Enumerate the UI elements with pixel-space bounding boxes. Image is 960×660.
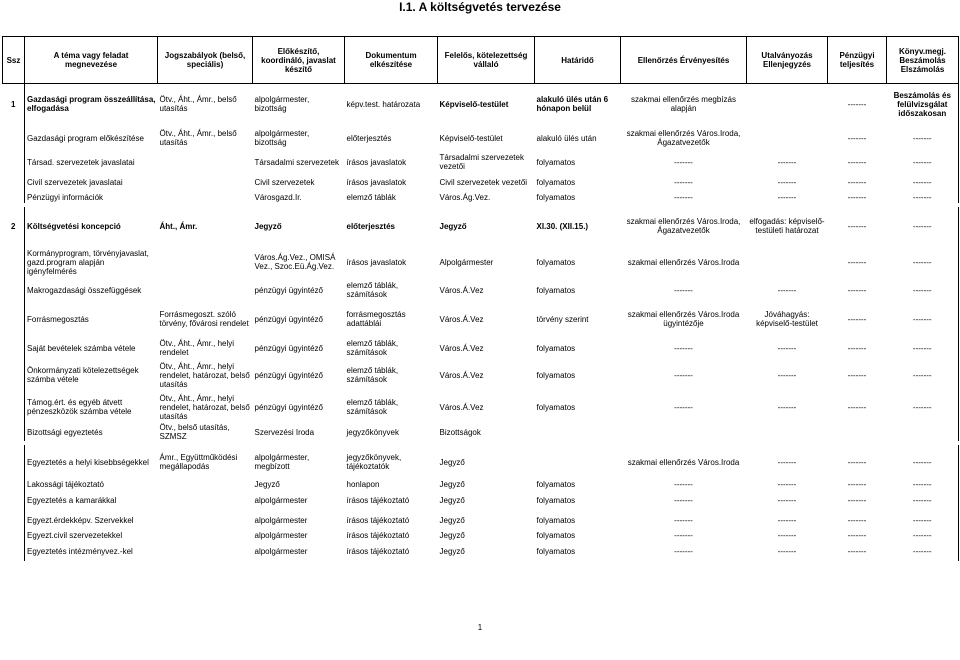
cell-book: ------- xyxy=(887,479,959,490)
cell-law xyxy=(158,279,253,301)
cell-deadline: folyamatos xyxy=(536,193,576,202)
cell-control xyxy=(621,423,747,441)
cell-pay: ------- xyxy=(847,133,867,143)
cell-prep: alpolgármester xyxy=(254,546,308,556)
cell-doc: írásos tájékoztató xyxy=(346,515,410,525)
header-row xyxy=(3,37,959,84)
cell-deadline: folyamatos xyxy=(536,157,576,167)
cell-ssz xyxy=(3,152,25,172)
cell-deadline: törvény szerint xyxy=(536,314,589,324)
cell-prep: pénzügyi ügyintéző xyxy=(254,402,323,412)
cell-doc: elemző táblák xyxy=(346,193,396,202)
table-row xyxy=(3,301,959,337)
cell-control: ------- xyxy=(674,480,693,489)
cell-resp: Város.Á.Vez xyxy=(439,370,484,380)
cell-doc: elemző táblák, számítások xyxy=(346,398,399,416)
cell-auth: ------- xyxy=(777,546,797,556)
cell-control: ------- xyxy=(674,531,693,540)
cell-prep: pénzügyi ügyintéző xyxy=(254,285,323,295)
table-row xyxy=(3,490,959,510)
cell-task: Makrogazdasági összefüggések xyxy=(25,279,158,301)
cell-auth: ------- xyxy=(777,177,797,187)
cell-resp: Jegyző xyxy=(439,480,465,489)
cell-resp: Képviselő-testület xyxy=(439,133,503,143)
cell-deadline: folyamatos xyxy=(536,177,576,187)
cell-doc: írásos javaslatok xyxy=(346,157,407,167)
cell-resp: Alpolgármester xyxy=(439,257,494,267)
cell-resp: Jegyző xyxy=(439,546,465,556)
cell-pay: ------- xyxy=(847,546,867,556)
header-cell: Jogszabályok (belső, speciális) xyxy=(158,37,253,84)
cell-control: ------- xyxy=(674,157,693,167)
cell-pay: ------- xyxy=(847,370,867,380)
cell-auth: ------- xyxy=(777,495,797,505)
header-cell: Pénzügyi teljesítés xyxy=(828,37,887,84)
cell-book: ------- xyxy=(887,445,959,479)
cell-control: ------- xyxy=(674,370,693,380)
cell-task: Bizottsági egyeztetés xyxy=(25,423,158,441)
cell-law: Ötv., Áht., Ámr., helyi rendelet, határozat, belső utasítás xyxy=(159,361,250,389)
cell-doc: jegyzőkönyvek, tájékoztatók xyxy=(346,453,402,471)
cell-deadline: folyamatos xyxy=(536,370,576,380)
cell-pay: ------- xyxy=(847,480,867,489)
cell-ssz xyxy=(3,337,25,359)
cell-prep: Városgazd.Ir. xyxy=(254,193,302,202)
cell-task: Költségvetési koncepció xyxy=(25,207,158,245)
cell-auth: ------- xyxy=(777,480,797,489)
header-cell: Dokumentum elkészítése xyxy=(345,37,438,84)
cell-ssz xyxy=(3,490,25,510)
cell-control: ------- xyxy=(674,177,693,187)
cell-doc: elemző táblák, számítások xyxy=(346,366,399,384)
cell-pay: ------- xyxy=(847,402,867,412)
cell-pay: ------- xyxy=(847,531,867,540)
cell-book: ------- xyxy=(887,359,959,391)
cell-doc: elemző táblák, számítások xyxy=(346,281,399,299)
table-row xyxy=(3,423,959,441)
header-cell: Előkészítő, koordináló, javaslat készítő xyxy=(253,37,345,84)
cell-deadline: folyamatos xyxy=(536,343,576,353)
cell-pay: ------- xyxy=(847,99,867,109)
cell-control: ------- xyxy=(674,402,693,412)
cell-auth: ------- xyxy=(777,193,797,202)
cell-deadline: folyamatos xyxy=(536,531,576,540)
cell-book: ------- xyxy=(887,391,959,423)
cell-law: Forrásmegoszt. szóló törvény, fővárosi rendelet xyxy=(159,310,249,328)
cell-prep: Jegyző xyxy=(254,221,282,231)
cell-task: Egyeztetés intézményvez.-kel xyxy=(25,541,158,561)
cell-resp: Jegyző xyxy=(439,531,465,540)
cell-doc: előterjesztés xyxy=(346,221,395,231)
cell-law xyxy=(158,510,253,530)
cell-ssz xyxy=(3,445,25,479)
cell-ssz: 1 xyxy=(11,99,16,109)
table-row xyxy=(3,541,959,561)
cell-doc: elemző táblák, számítások xyxy=(346,339,399,357)
table-row xyxy=(3,337,959,359)
cell-auth: ------- xyxy=(777,343,797,353)
cell-pay: ------- xyxy=(847,193,867,202)
cell-law: Áht., Ámr. xyxy=(159,221,198,231)
cell-resp: Jegyző xyxy=(439,495,465,505)
cell-law xyxy=(158,172,253,192)
cell-prep: alpolgármester, megbízott xyxy=(254,453,310,471)
cell-control: szakmai ellenőrzés Város.Iroda, Ágazatvezetők xyxy=(626,217,741,235)
cell-resp: Jegyző xyxy=(439,221,467,231)
cell-prep: Szervezési Iroda xyxy=(254,427,315,437)
process-table xyxy=(2,36,959,561)
table-row xyxy=(3,391,959,423)
cell-auth: ------- xyxy=(777,285,797,295)
table-row xyxy=(3,445,959,479)
cell-law xyxy=(158,152,253,172)
cell-auth: ------- xyxy=(777,457,797,467)
cell-ssz xyxy=(3,541,25,561)
cell-book: ------- xyxy=(887,279,959,301)
cell-ssz xyxy=(3,479,25,490)
header-cell: Ssz xyxy=(3,37,25,84)
cell-law xyxy=(158,245,253,279)
cell-ssz: 2 xyxy=(11,221,16,231)
cell-control: ------- xyxy=(674,495,693,505)
cell-task: Forrásmegosztás xyxy=(25,301,158,337)
cell-deadline xyxy=(535,423,621,441)
cell-ssz xyxy=(3,391,25,423)
cell-doc: honlapon xyxy=(346,480,380,489)
cell-doc: írásos tájékoztató xyxy=(346,531,410,540)
table-row xyxy=(3,207,959,245)
cell-prep: Civil szervezetek xyxy=(254,177,315,187)
cell-deadline: folyamatos xyxy=(536,257,576,267)
cell-deadline: alakuló ülés után 6 hónapon belül xyxy=(536,95,609,113)
cell-ssz xyxy=(3,510,25,530)
cell-law xyxy=(158,530,253,541)
cell-pay: ------- xyxy=(847,343,867,353)
cell-deadline: folyamatos xyxy=(536,546,576,556)
cell-ssz xyxy=(3,301,25,337)
cell-pay: ------- xyxy=(847,257,867,267)
cell-auth: elfogadás: képviselő-testületi határozat xyxy=(749,217,825,235)
cell-auth xyxy=(747,423,828,441)
cell-ssz xyxy=(3,245,25,279)
table-row xyxy=(3,530,959,541)
cell-ssz xyxy=(3,530,25,541)
cell-law: Ötv., belső utasítás, SZMSZ xyxy=(159,423,230,441)
cell-task: Civil szervezetek javaslatai xyxy=(25,172,158,192)
header-cell: Határidő xyxy=(535,37,621,84)
cell-doc: képv.test. határozata xyxy=(346,99,421,109)
cell-control: szakmai ellenőrzés Város.Iroda xyxy=(627,257,740,267)
cell-resp: Képviselő-testület xyxy=(439,99,509,109)
cell-law xyxy=(158,490,253,510)
cell-doc: előterjesztés xyxy=(346,133,392,143)
cell-task: Önkormányzati kötelezettségek számba vétele xyxy=(25,359,158,391)
cell-doc: írásos tájékoztató xyxy=(346,495,410,505)
cell-task: Támog.ért. és egyéb átvett pénzeszközök számba vétele xyxy=(25,391,158,423)
header-cell: Felelős, kötelezettség vállaló xyxy=(438,37,535,84)
cell-resp: Város.Ág.Vez. xyxy=(439,193,491,202)
cell-auth: Jóváhagyás: képviselő-testület xyxy=(756,310,818,328)
cell-book: ------- xyxy=(887,510,959,530)
cell-resp: Jegyző xyxy=(439,515,465,525)
cell-doc: jegyzőkönyvek xyxy=(346,427,399,437)
cell-book: ------- xyxy=(887,172,959,192)
cell-auth: ------- xyxy=(777,157,797,167)
cell-task: Egyezt.érdekképv. Szervekkel xyxy=(25,510,158,530)
cell-ssz xyxy=(3,172,25,192)
cell-task: Kormányprogram, törvényjavaslat, gazd.program alapján igényfelmérés xyxy=(25,245,158,279)
header-cell: A téma vagy feladat megnevezése xyxy=(25,37,158,84)
cell-prep: Társadalmi szervezetek xyxy=(254,157,339,167)
cell-pay: ------- xyxy=(847,157,867,167)
cell-ssz xyxy=(3,359,25,391)
cell-prep: pénzügyi ügyintéző xyxy=(254,314,323,324)
table-row xyxy=(3,359,959,391)
cell-prep: Város.Ág.Vez., OMISÁ Vez., Szoc.Eü.Ág.Vez. xyxy=(254,253,336,271)
cell-pay: ------- xyxy=(847,285,867,295)
cell-resp: Civil szervezetek vezetői xyxy=(439,177,528,187)
cell-task: Saját bevételek számba vétele xyxy=(25,337,158,359)
cell-task: Egyeztetés a helyi kisebbségekkel xyxy=(25,445,158,479)
cell-pay: ------- xyxy=(847,314,867,324)
cell-control: szakmai ellenőrzés Város.Iroda ügyintézője xyxy=(627,310,740,328)
cell-pay: ------- xyxy=(847,177,867,187)
cell-prep: alpolgármester xyxy=(254,515,308,525)
cell-doc: írásos javaslatok xyxy=(346,257,407,267)
table-body xyxy=(3,84,959,562)
header-cell: Ellenőrzés Érvényesítés xyxy=(621,37,747,84)
cell-task: Egyezt.civil szervezetekkel xyxy=(25,530,158,541)
cell-law: Ötv., Áht., Ámr., belső utasítás xyxy=(159,129,237,147)
cell-book: ------- xyxy=(887,124,959,152)
cell-deadline xyxy=(535,445,621,479)
cell-control: ------- xyxy=(674,193,693,202)
table-row xyxy=(3,279,959,301)
cell-ssz xyxy=(3,423,25,441)
cell-book: Beszámolás és felülvizsgálat időszakosan xyxy=(887,84,959,125)
header-cell: Könyv.megj. Beszámolás Elszámolás xyxy=(887,37,959,84)
table-row xyxy=(3,172,959,192)
cell-control: ------- xyxy=(674,515,693,525)
cell-task: Lakossági tájékoztató xyxy=(25,479,158,490)
cell-law: Ötv., Áht., Ámr., belső utasítás xyxy=(159,95,237,113)
cell-doc: forrásmegosztás adattáblái xyxy=(346,310,406,328)
table-row xyxy=(3,152,959,172)
table-row xyxy=(3,84,959,125)
cell-prep: alpolgármester xyxy=(254,531,308,540)
table-row xyxy=(3,510,959,530)
cell-deadline: folyamatos xyxy=(536,402,576,412)
cell-auth: ------- xyxy=(777,370,797,380)
cell-deadline: XI.30. (XII.15.) xyxy=(536,221,589,231)
cell-resp: Város.Á.Vez xyxy=(439,285,484,295)
cell-task: Pénzügyi információk xyxy=(25,192,158,203)
cell-control: ------- xyxy=(674,285,693,295)
cell-book: ------- xyxy=(887,337,959,359)
cell-deadline: folyamatos xyxy=(536,495,576,505)
cell-auth xyxy=(747,124,828,152)
cell-prep: alpolgármester, bizottság xyxy=(254,95,310,113)
cell-doc: írásos tájékoztató xyxy=(346,546,410,556)
cell-resp: Társadalmi szervezetek vezetői xyxy=(439,153,524,171)
cell-resp: Város.Á.Vez xyxy=(439,343,484,353)
cell-law xyxy=(158,541,253,561)
page-number: 1 xyxy=(477,623,483,632)
cell-resp: Város.Á.Vez xyxy=(439,402,484,412)
cell-law: Ötv., Áht., Ámr., helyi rendelet xyxy=(159,339,235,357)
cell-deadline: folyamatos xyxy=(536,515,576,525)
cell-deadline: folyamatos xyxy=(536,285,576,295)
cell-resp: Város.Á.Vez xyxy=(439,314,484,324)
cell-resp: Jegyző xyxy=(439,457,465,467)
cell-pay: ------- xyxy=(847,457,867,467)
cell-ssz xyxy=(3,192,25,203)
cell-task: Társad. szervezetek javaslatai xyxy=(25,152,158,172)
cell-prep: pénzügyi ügyintéző xyxy=(254,343,323,353)
cell-resp: Bizottságok xyxy=(439,427,481,437)
cell-doc: írásos javaslatok xyxy=(346,177,407,187)
header-cell: Utalványozás Ellenjegyzés xyxy=(747,37,828,84)
cell-law: Ámr., Együttműködési megállapodás xyxy=(159,453,238,471)
cell-auth: ------- xyxy=(777,531,797,540)
cell-prep: alpolgármester, bizottság xyxy=(254,129,310,147)
cell-book: ------- xyxy=(887,152,959,172)
cell-book: ------- xyxy=(887,530,959,541)
cell-book: ------- xyxy=(887,490,959,510)
cell-ssz xyxy=(3,124,25,152)
cell-deadline: alakuló ülés után xyxy=(536,133,597,143)
table-row xyxy=(3,192,959,203)
table-row xyxy=(3,479,959,490)
table-row xyxy=(3,245,959,279)
cell-prep: pénzügyi ügyintéző xyxy=(254,370,323,380)
cell-task: Egyeztetés a kamarákkal xyxy=(25,490,158,510)
cell-book: ------- xyxy=(887,207,959,245)
cell-auth: ------- xyxy=(777,515,797,525)
cell-pay xyxy=(828,423,887,441)
cell-auth: ------- xyxy=(777,402,797,412)
cell-law xyxy=(158,192,253,203)
cell-prep: Jegyző xyxy=(254,480,280,489)
cell-control: szakmai ellenőrzés Város.Iroda xyxy=(627,457,740,467)
cell-book xyxy=(887,423,959,441)
cell-task: Gazdasági program összeállítása, elfogadása xyxy=(25,84,158,125)
cell-prep: alpolgármester xyxy=(254,495,308,505)
cell-law xyxy=(158,479,253,490)
cell-ssz xyxy=(3,279,25,301)
page-title: I.1. A költségvetés tervezése xyxy=(399,0,561,14)
cell-control: szakmai ellenőrzés Város.Iroda, Ágazatvezetők xyxy=(626,129,741,147)
cell-pay: ------- xyxy=(847,221,867,231)
table-row xyxy=(3,124,959,152)
cell-auth xyxy=(747,245,828,279)
cell-pay: ------- xyxy=(847,495,867,505)
cell-auth xyxy=(747,84,828,125)
cell-control: szakmai ellenőrzés megbízás alapján xyxy=(631,95,736,113)
cell-book: ------- xyxy=(887,541,959,561)
cell-book: ------- xyxy=(887,245,959,279)
cell-deadline: folyamatos xyxy=(536,480,576,489)
cell-control: ------- xyxy=(674,546,693,556)
cell-pay: ------- xyxy=(847,515,867,525)
cell-book: ------- xyxy=(887,301,959,337)
cell-control: ------- xyxy=(674,343,693,353)
cell-book: ------- xyxy=(887,192,959,203)
cell-law: Ötv., Áht., Ámr., helyi rendelet, határozat, belső utasítás xyxy=(159,393,250,421)
cell-task: Gazdasági program előkészítése xyxy=(25,124,158,152)
